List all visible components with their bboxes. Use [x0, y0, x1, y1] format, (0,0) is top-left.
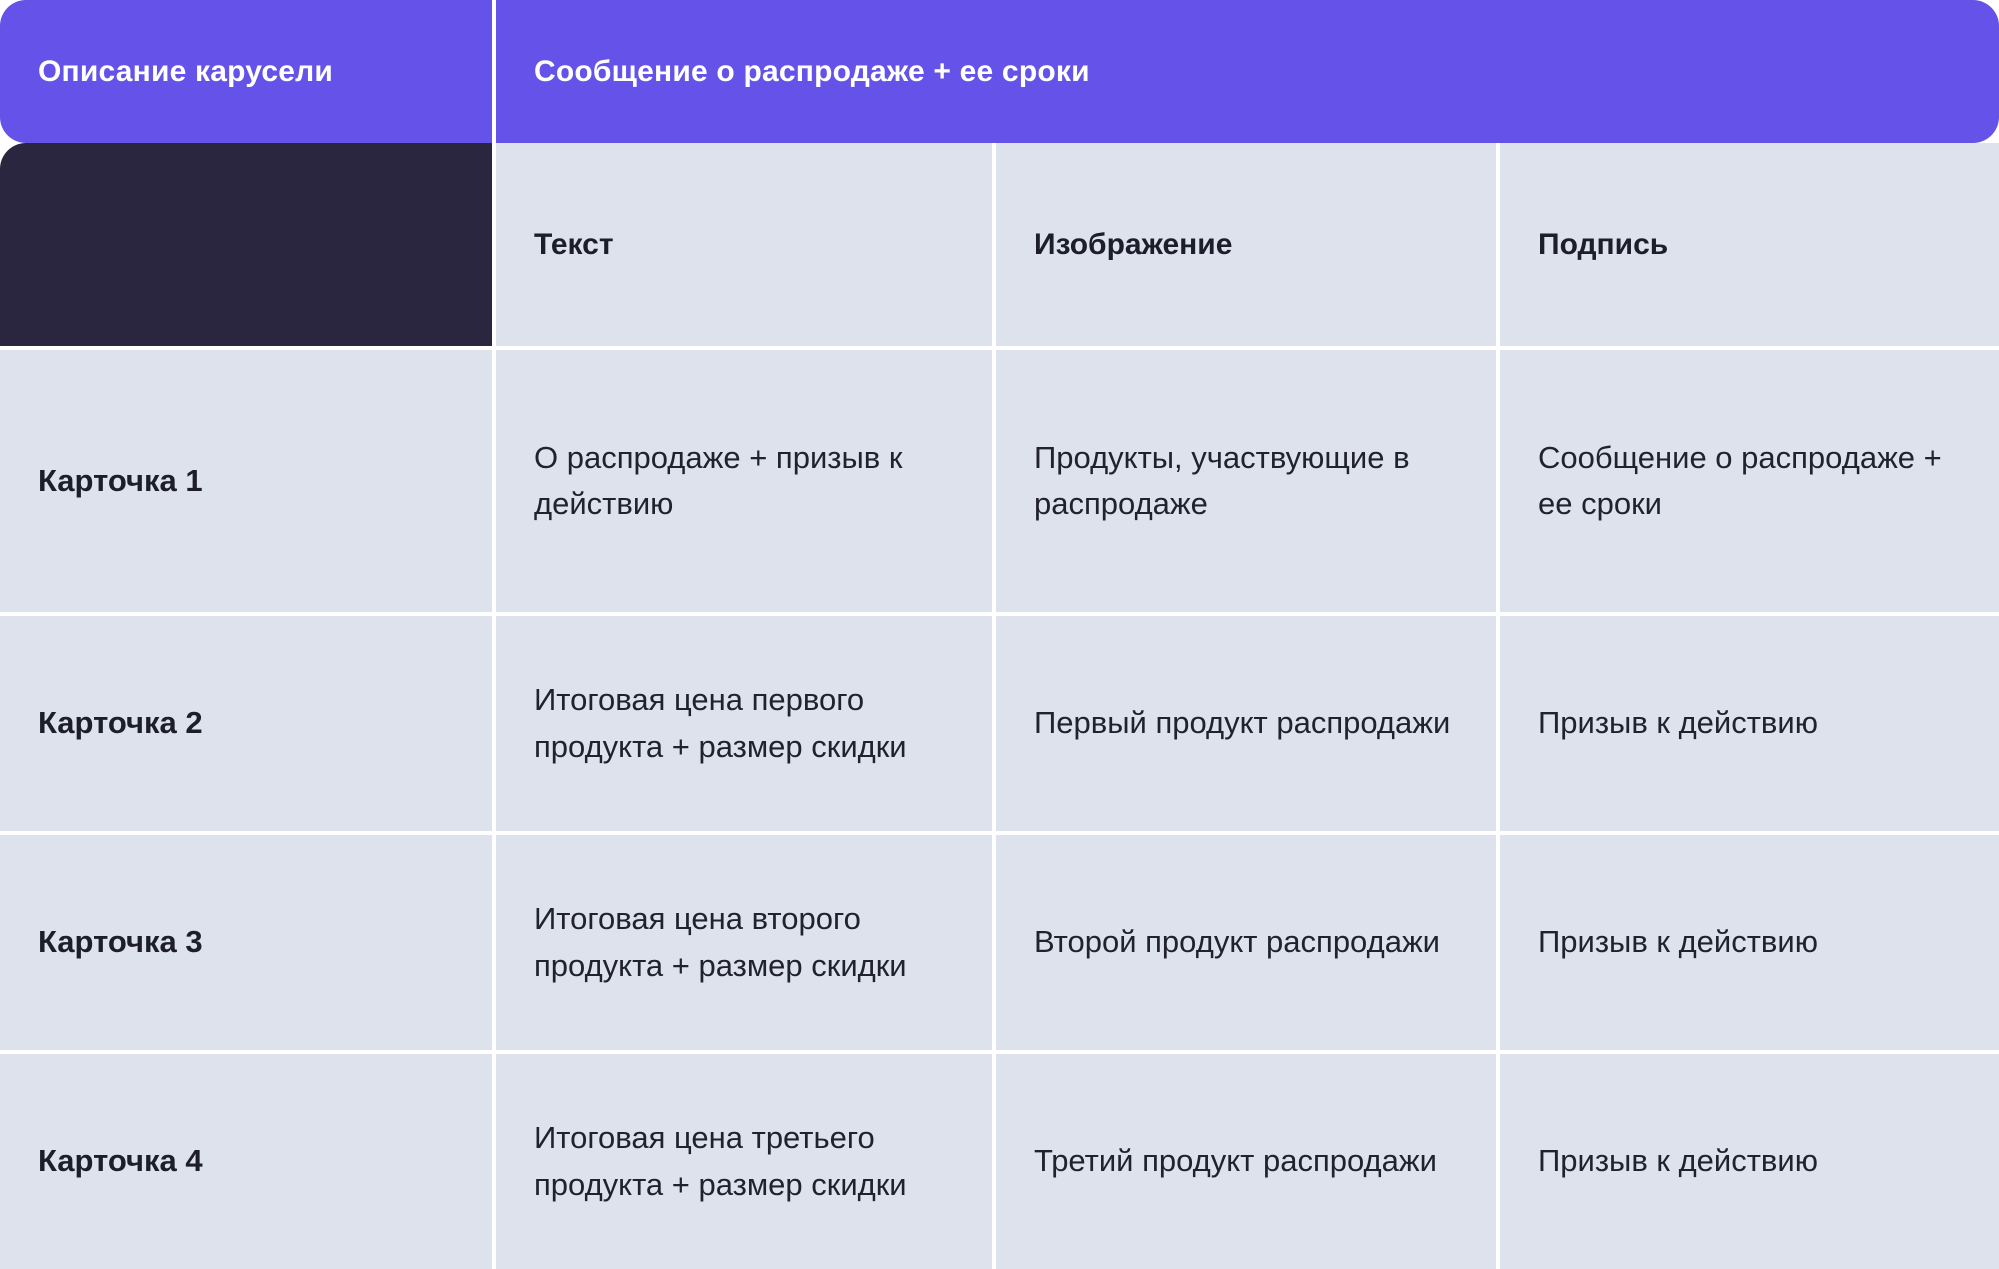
table-header-row [0, 0, 1999, 143]
table-row [0, 835, 1999, 1054]
row-text-cell: Итоговая цена первого продукта + размер скидки [496, 616, 996, 835]
table-body [0, 350, 1999, 1269]
row-image-cell: Первый продукт распродажи [996, 616, 1500, 835]
row-text-cell: Итоговая цена третьего продукта + размер скидки [496, 1054, 996, 1269]
header-message-cell: Сообщение о распродаже + ее сроки [496, 0, 1999, 143]
table-row [0, 350, 1999, 616]
row-caption-cell: Призыв к действию [1500, 616, 1999, 835]
row-caption-cell: Призыв к действию [1500, 1054, 1999, 1269]
row-text-cell: О распродаже + призыв к действию [496, 350, 996, 616]
row-text-cell: Итоговая цена второго продукта + размер скидки [496, 835, 996, 1054]
row-card-label: Карточка 4 [0, 1054, 496, 1269]
row-card-label: Карточка 3 [0, 835, 496, 1054]
row-card-label: Карточка 1 [0, 350, 496, 616]
subheader-text-cell: Текст [496, 143, 996, 350]
table-row [0, 1054, 1999, 1269]
row-image-cell: Третий продукт распродажи [996, 1054, 1500, 1269]
subheader-caption-cell: Подпись [1500, 143, 1999, 350]
table-row [0, 616, 1999, 835]
subheader-corner-cell [0, 143, 496, 350]
row-caption-cell: Призыв к действию [1500, 835, 1999, 1054]
subheader-image-cell: Изображение [996, 143, 1500, 350]
row-card-label: Карточка 2 [0, 616, 496, 835]
row-image-cell: Продукты, участвующие в распродаже [996, 350, 1500, 616]
row-caption-cell: Сообщение о распродаже + ее сроки [1500, 350, 1999, 616]
table-subheader-row [0, 143, 1999, 350]
row-image-cell: Второй продукт распродажи [996, 835, 1500, 1054]
header-description-cell: Описание карусели [0, 0, 496, 143]
